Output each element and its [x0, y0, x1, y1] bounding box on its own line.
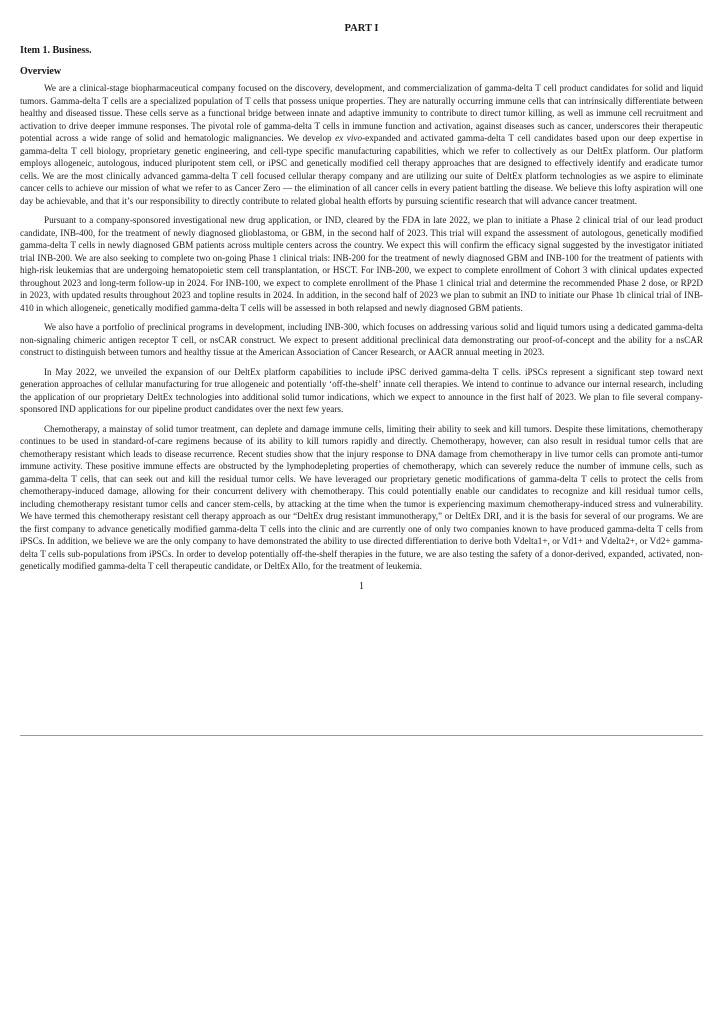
footer-divider [20, 735, 703, 736]
paragraph-preclinical-programs: We also have a portfolio of preclinical programs in development, including INB-300, which focuses on addressing various solid and liquid tumors using a dedicated gamma-delta non-signaling chimeric antigen receptor T cell, or nsCAR construct. We expect to present additional preclinical data demonstrating our proof-of-concept and the ability for a nsCAR construct to distinguish between tumors and healthy tissue at the American Association of Cancer Research, or AACR annual meeting in 2023. [20, 322, 703, 357]
paragraph-text: We are a clinical-stage biopharmaceutical company focused on the discovery, development, and commercialization of gamma-delta T cell product candidates for solid and liquid tumors. Gamma-delta T cells are a specialized population of T cells that possess unique properties. They are naturally occurring immune cells that can intrinsically differentiate between healthy and diseased tissue. These cells serve as a functional bridge between innate and adaptive immunity to contribute to direct tumor killing, as well as immune cell recruitment and activation to drive deeper immune responses. The pivotal role of gamma-delta T cells in immune function and activation, against diseases such as cancer, underscores their therapeutic potential across a wide range of solid and hematologic malignancies. We develop [20, 83, 703, 143]
overview-heading: Overview [20, 66, 62, 77]
paragraph-clinical-trials: Pursuant to a company-sponsored investigational new drug application, or IND, cleared by the FDA in late 2022, we plan to initiate a Phase 2 clinical trial of our lead product candidate, INB-400, for the treatment of newly diagnosed glioblastoma, or GBM, in the second half of 2023. This trial will expand the assessment of autologous, genetically modified gamma-delta T cells in newly diagnosed GBM patients across multiple centers across the country. We expect this will confirm the efficacy signal suggested by the investigator initiated trial INB-200. We are also seeking to complete two on-going Phase 1 clinical trials: INB-200 for the treatment of newly diagnosed GBM and INB-100 for the treatment of patients with high-risk leukemias that are undergoing hematopoietic stem cell transplantation, or HSCT. For INB-200, we expect to complete enrollment of Cohort 3 with clinical updates expected throughout 2023 and long-term follow-up in 2024. For INB-100, we expect to complete enrollment of the Phase 1 clinical trial and determine the recommended Phase 2 dose, or RP2D in 2023, with updated results throughout 2023 and topline results in 2024. In addition, in the second half of 2023 we plan to submit an IND to initiate our Phase 1b clinical trial of INB-410 in which allogeneic, genetically modified gamma-delta T cells will be assessed in both relapsed and newly diagnosed GBM patients. [20, 215, 703, 313]
paragraph-company-description [20, 82, 703, 207]
overview-body [20, 82, 703, 573]
italic-term: ex vivo [335, 133, 363, 143]
part-title: PART I [344, 23, 379, 34]
paragraph-chemotherapy: Chemotherapy, a mainstay of solid tumor treatment, can deplete and damage immune cells, limiting their ability to seek and kill tumors. Despite these limitations, chemotherapy continues to be used in standard-of-care regimens because of its ability to kill tumors rapidly and directly. Chemotherapy, however, can also result in residual tumor cells that are chemotherapy resistant which leads to disease recurrence. Recent studies show that the injury response to DNA damage from chemotherapy in live tumor cells can promote anti-tumor immune activity. These positive immune effects are obstructed by the lymphodepleting properties of chemotherapy, which can severely reduce the number of immune cells, such as gamma-delta T cells, that can seek out and kill the residual tumor cells. We have leveraged our proprietary genetic modifications of gamma-delta T cells to protect the cells from chemotherapy-induced damage, allowing for their concurrent delivery with chemotherapy. This could potentially enable our candidates to recognize and kill residual tumor cells, including chemotherapy resistant tumor cells and cancer stem-cells, by attacking at the time when the tumor is experiencing maximum chemotherapy-induced stress and vulnerability. We have termed this chemotherapy resistant cell therapy approach as our “DeltEx drug resistant immunotherapy,” or DeltEx DRI, and it is the basis for several of our programs. We are the first company to advance genetically modified gamma-delta T cells into the clinic and are currently one of only two companies known to have produced gamma-delta T cells from iPSCs. In addition, we believe we are the only company to have demonstrated the ability to use directed differentiation to derive both Vdelta1+, or Vd1+ and Vdelta2+, or Vd2+ gamma-delta T cells sub-populations from iPSCs. In order to develop potentially off-the-shelf therapies in the future, we are also testing the safety of a donor-derived, expanded, activated, non-genetically modified gamma-delta T cell therapeutic candidate, or DeltEx Allo, for the treatment of leukemia. [20, 423, 703, 571]
document-page [20, 0, 703, 593]
paragraph-ipsc-expansion: In May 2022, we unveiled the expansion of our DeltEx platform capabilities to include iPSC derived gamma-delta T cells. iPSCs represent a significant step toward next generation approaches of cellular manufacturing for true allogeneic and potentially ‘off-the-shelf’ innate cell therapies. We intend to continue to advance our internal research, including the application of our proprietary DeltEx technologies into additional solid tumor indications, which we expect to announce in the first half of 2023. We plan to file several company-sponsored IND applications for our pipeline product candidates over the next few years. [20, 366, 703, 414]
page-number: 1 [359, 580, 364, 592]
paragraph-text: -expanded and activated gamma-delta T cell candidates based upon our deep expertise in gamma-delta T cell biology, proprietary genetic engineering, and cell-type specific manufacturing capabilities, which we refer to collectively as our DeltEx platform. Our platform employs allogeneic, autologous, induced pluripotent stem cell, or iPSC and genetically modified cell therapy approaches that are designed to effectively identify and eradicate tumor cells. We are the most clinically advanced gamma-delta T cell focused cellular therapy company and are utilizing our suite of DeltEx platform technologies as we aspire to eliminate cancer cells to achieve our mission of what we refer to as Cancer Zero — the elimination of all cancer cells in every patient battling the disease. We believe this lofty aspiration will one day be achievable, and that it’s our responsibility to directly contribute to related global health efforts by pursuing scientific research that will advance cancer treatment. [20, 133, 703, 206]
item-heading: Item 1. Business. [20, 45, 92, 56]
